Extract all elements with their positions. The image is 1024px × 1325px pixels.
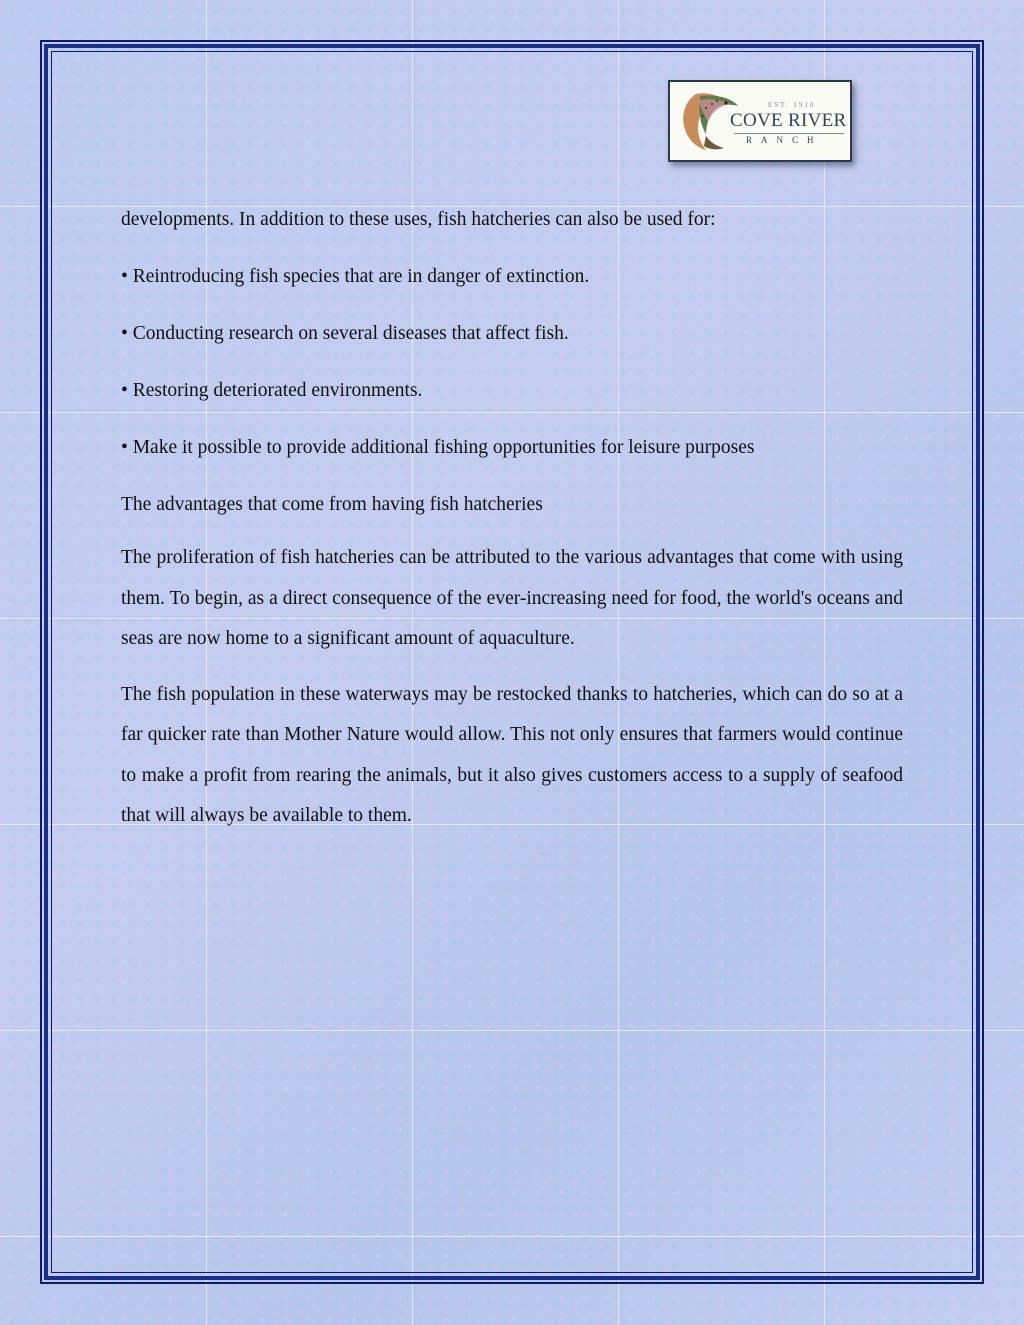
bullet-item: • Reintroducing fish species that are in danger of extinction. [121, 266, 590, 287]
logo-subtitle-text: RANCH [746, 135, 823, 145]
cove-river-ranch-logo [668, 80, 852, 162]
section-heading: The advantages that come from having fish hatcheries [121, 494, 543, 515]
bullet-item: • Make it possible to provide additional fishing opportunities for leisure purposes [121, 437, 755, 458]
document-body [121, 204, 903, 837]
bullet-item: • Conducting research on several diseases that affect fish. [121, 323, 569, 344]
body-paragraph: The fish population in these waterways may be restocked thanks to hatcheries, which can do so at a far quicker rate than Mother Nature would allow. This not only ensures that farmers would continue to make a profit from rearing the animals, but it also gives customers access to a supply of seafood that will always be available to them. [121, 683, 903, 826]
continuation-line: developments. In addition to these uses, fish hatcheries can also be used for: [121, 209, 716, 230]
body-paragraph: The proliferation of fish hatcheries can be attributed to the various advantages that come with using them. To begin, as a direct consequence of the ever-increasing need for food, the world's oceans and seas are now home to a significant amount of aquaculture. [121, 547, 903, 649]
logo-divider [734, 133, 844, 134]
bullet-item: • Restoring deteriorated environments. [121, 380, 423, 401]
logo-name-text: COVE RIVER [730, 110, 847, 131]
logo-established-text: EST. 1910 [768, 101, 816, 109]
